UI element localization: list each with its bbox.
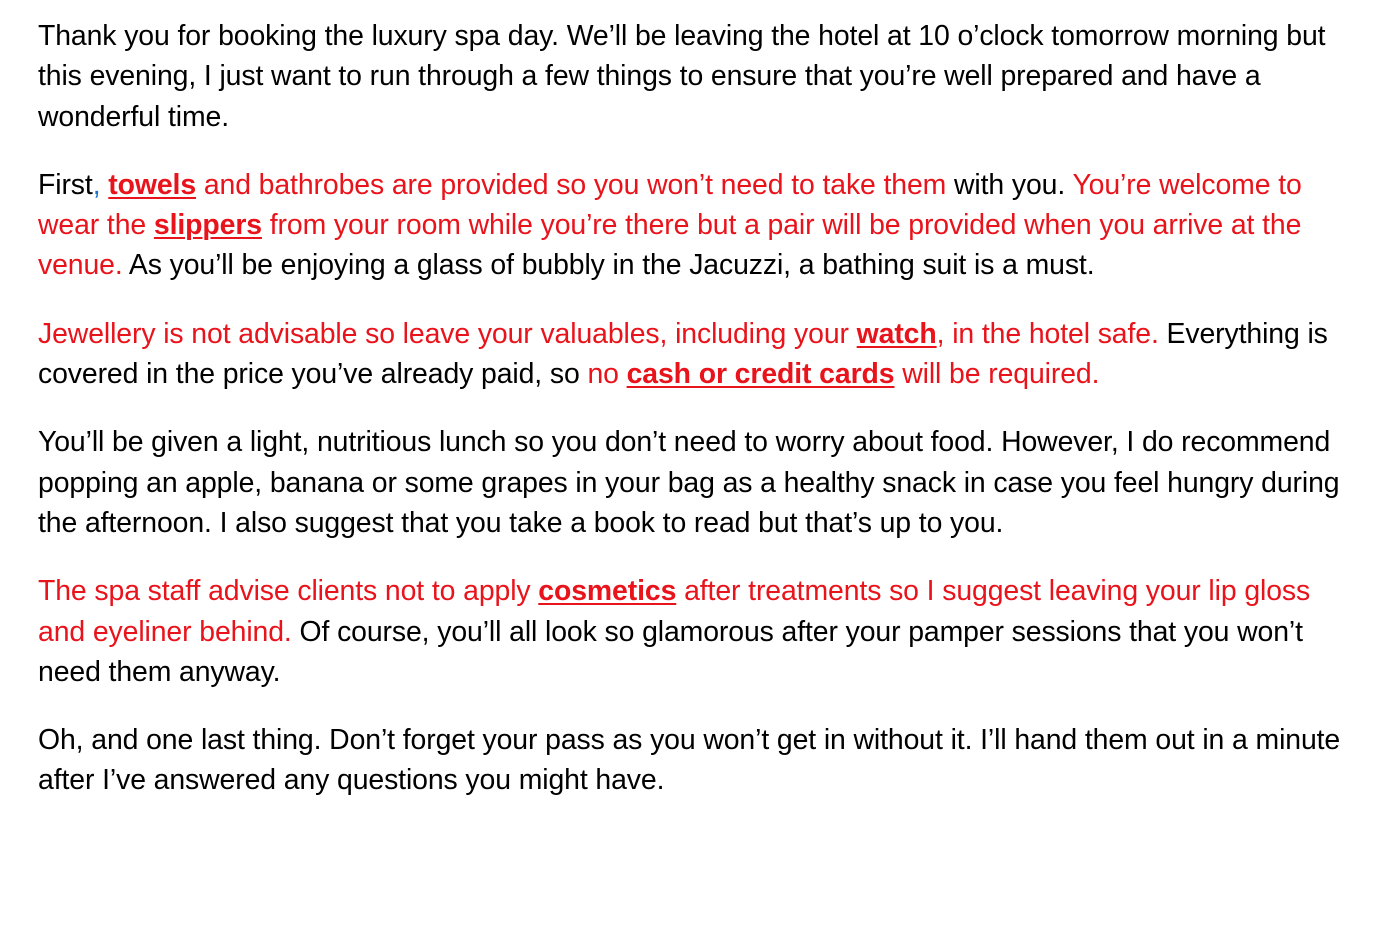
paragraph-text: Thank you for booking the luxury spa day. We’ll be leaving the hotel at 10 o’clock tomorrow morning but this evening, I just want to run through a few things to ensure that you’re well prepared and have a wonderful time. [38, 20, 1326, 133]
highlighted-text: , in the hotel safe. [936, 317, 1159, 350]
keyword-watch: watch [856, 317, 937, 350]
keyword-towels: towels [108, 168, 197, 201]
paragraph-lunch [38, 422, 1358, 543]
highlighted-text: and bathrobes are provided so you won’t need to take them [196, 168, 947, 201]
highlighted-text: no [587, 358, 627, 391]
document-body [38, 16, 1358, 829]
highlighted-text: after treatments so I suggest leaving your lip gloss and eyeliner behind. [38, 575, 1311, 648]
keyword-cash-or-credit-cards: cash or credit cards [626, 358, 895, 391]
text-segment: Of course, you’ll all look so glamorous after your pamper sessions that you won’t need them anyway. [38, 615, 1303, 688]
text-segment: As you’ll be enjoying a glass of bubbly in the Jacuzzi, a bathing suit is a must. [122, 249, 1095, 282]
text-segment: First [38, 168, 93, 201]
text-segment: Everything is covered in the price you’ve already paid, so [38, 317, 1328, 391]
paragraph-cosmetics [38, 571, 1358, 692]
highlighted-comma: , [92, 168, 101, 201]
paragraph-pass [38, 720, 1358, 801]
paragraph-towels [38, 165, 1358, 286]
highlighted-text: will be required. [894, 358, 1100, 391]
paragraph-text: You’ll be given a light, nutritious lunch so you don’t need to worry about food. However, I do recommend popping an apple, banana or some grapes in your bag as a healthy snack in case you feel hungry during the afternoon. I also suggest that you take a book to read but that’s up to you. [38, 426, 1340, 539]
highlighted-text: The spa staff advise clients not to apply [38, 575, 539, 608]
keyword-slippers: slippers [153, 209, 262, 242]
paragraph-intro [38, 16, 1358, 137]
text-segment: with you. [946, 168, 1073, 201]
highlighted-text: from your room while you’re there but a pair will be provided when you arrive at the venue. [38, 209, 1302, 282]
paragraph-text: Oh, and one last thing. Don’t forget your pass as you won’t get in without it. I’ll hand them out in a minute after I’ve answered any questions you might have. [38, 724, 1341, 797]
paragraph-jewellery [38, 314, 1358, 395]
highlighted-text: You’re welcome to wear the [38, 168, 1302, 242]
highlighted-text: Jewellery is not advisable so leave your valuables, including your [38, 317, 857, 350]
keyword-cosmetics: cosmetics [538, 575, 677, 608]
